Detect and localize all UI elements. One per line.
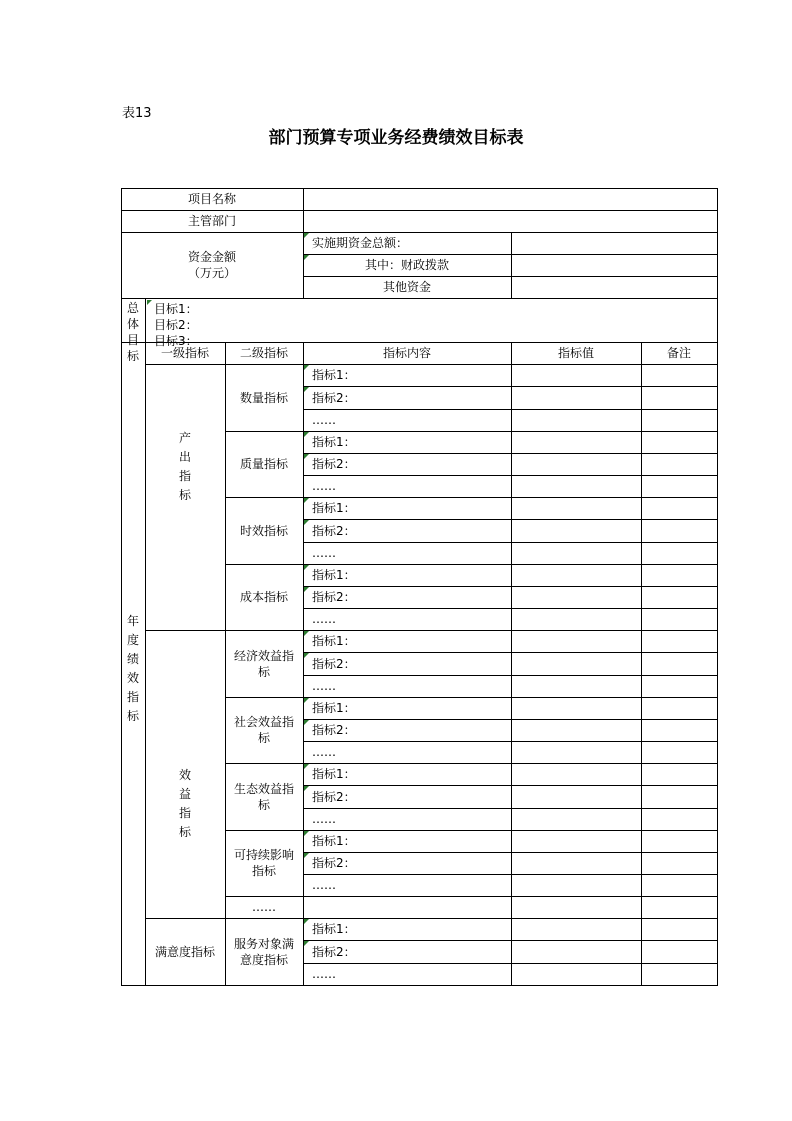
indicator-remark[interactable] <box>641 409 717 431</box>
indicator-content-text: …… <box>312 812 336 826</box>
indicator-content-text: 指标2： <box>312 789 356 804</box>
indicator-content[interactable] <box>303 763 511 785</box>
level2-service-satisfaction <box>225 918 303 985</box>
indicator-value[interactable] <box>511 364 641 386</box>
indicator-remark[interactable] <box>641 564 717 586</box>
indicator-value[interactable] <box>511 763 641 785</box>
indicator-content[interactable] <box>303 652 511 675</box>
indicator-content[interactable] <box>303 386 511 409</box>
department-label-text: 主管部门 <box>187 214 236 228</box>
indicator-content[interactable] <box>303 630 511 652</box>
goal-item: 目标2： <box>154 318 198 332</box>
indicator-content-text: 指标2： <box>312 457 356 471</box>
department-value[interactable] <box>303 210 717 232</box>
indicator-content-text: …… <box>312 612 336 626</box>
col-header-level1 <box>145 342 225 364</box>
indicator-value[interactable] <box>511 409 641 431</box>
indicator-value[interactable] <box>511 564 641 586</box>
level2-cost <box>225 564 303 630</box>
indicator-value[interactable] <box>511 940 641 963</box>
indicator-content-text: 指标1： <box>312 834 356 848</box>
level2-timeliness <box>225 497 303 564</box>
indicator-value[interactable] <box>511 652 641 675</box>
level2-label: 经济效益指标 <box>233 648 294 679</box>
v-rule <box>717 188 718 986</box>
indicator-content[interactable] <box>303 431 511 453</box>
indicator-remark[interactable] <box>641 364 717 386</box>
funds-label-text: 资金金额 <box>187 250 236 264</box>
indicator-value[interactable] <box>511 963 641 985</box>
indicator-remark[interactable] <box>641 475 717 497</box>
level2-quality <box>225 431 303 497</box>
table-number: 表13 <box>122 106 152 121</box>
indicator-content-text: 指标2： <box>312 523 356 538</box>
indicator-content[interactable] <box>303 608 511 630</box>
fiscal-funds-label-text: 其中：财政拨款 <box>364 258 449 272</box>
indicator-remark[interactable] <box>641 431 717 453</box>
indicator-remark[interactable] <box>641 940 717 963</box>
indicator-content[interactable] <box>303 475 511 497</box>
indicator-content-text: …… <box>312 679 336 693</box>
indicator-value[interactable] <box>511 741 641 763</box>
col-header-value <box>511 342 641 364</box>
level1-benefit-text: 效益指标 <box>178 768 191 839</box>
indicator-content-text: 指标2： <box>312 944 356 959</box>
indicator-content[interactable] <box>303 940 511 963</box>
indicator-content-text: …… <box>312 745 336 759</box>
indicator-value[interactable] <box>511 386 641 409</box>
indicator-content[interactable] <box>303 852 511 874</box>
level2-label: 质量指标 <box>239 457 288 471</box>
level2-economic <box>225 630 303 697</box>
indicator-value[interactable] <box>511 497 641 519</box>
level1-output-text: 产出指标 <box>178 431 191 502</box>
indicator-content-text: 指标1： <box>312 634 356 648</box>
indicator-value[interactable] <box>511 630 641 652</box>
indicator-remark[interactable] <box>641 453 717 475</box>
h-rule <box>121 985 718 986</box>
indicator-content-text: …… <box>312 967 336 981</box>
level2-label: …… <box>252 900 276 914</box>
level1-output <box>145 364 225 630</box>
indicator-value[interactable] <box>511 785 641 808</box>
indicator-content-text: 指标1： <box>312 767 356 781</box>
fiscal-funds-value[interactable] <box>511 254 717 276</box>
level2-label: 数量指标 <box>239 390 288 405</box>
indicator-content-text: 指标2： <box>312 723 356 737</box>
indicator-content-text: 指标2： <box>312 856 356 870</box>
indicator-content[interactable] <box>303 564 511 586</box>
indicator-content-text: 指标2： <box>312 656 356 671</box>
indicator-value[interactable] <box>511 608 641 630</box>
overall-goal-list[interactable] <box>146 299 717 348</box>
indicator-value[interactable] <box>511 542 641 564</box>
level2-label: 生态效益指标 <box>233 781 294 812</box>
indicator-value[interactable] <box>511 697 641 719</box>
indicator-remark[interactable] <box>641 497 717 519</box>
col-header-level2-text: 二级指标 <box>239 346 288 360</box>
indicator-value[interactable] <box>511 918 641 940</box>
level1-satisfaction-text: 满意度指标 <box>154 944 215 959</box>
indicator-remark[interactable] <box>641 808 717 830</box>
indicator-value[interactable] <box>511 519 641 542</box>
indicator-value[interactable] <box>511 808 641 830</box>
indicator-content-text: …… <box>312 413 336 427</box>
total-funds-label-text: 实施期资金总额： <box>312 236 409 250</box>
level2-label: 可持续影响指标 <box>233 848 294 878</box>
indicator-content[interactable] <box>303 586 511 608</box>
funds-unit-text: （万元） <box>187 266 236 280</box>
indicator-remark[interactable] <box>641 608 717 630</box>
indicator-remark[interactable] <box>641 852 717 874</box>
level2-label: 时效指标 <box>239 523 288 538</box>
level2-ecological <box>225 763 303 830</box>
page-title: 部门预算专项业务经费绩效目标表 <box>268 128 524 148</box>
col-header-value-text: 指标值 <box>557 346 594 360</box>
level2-label: 成本指标 <box>239 590 288 604</box>
indicator-content[interactable] <box>303 741 511 763</box>
funds-label <box>121 232 303 298</box>
project-name-label <box>121 188 303 210</box>
indicator-value[interactable] <box>511 874 641 896</box>
indicator-value[interactable] <box>511 830 641 852</box>
level2-benefit-more <box>225 896 303 918</box>
indicator-value[interactable] <box>511 586 641 608</box>
indicator-content[interactable] <box>303 519 511 542</box>
indicator-value[interactable] <box>511 475 641 497</box>
level1-benefit <box>145 630 225 918</box>
indicator-remark[interactable] <box>641 697 717 719</box>
indicator-remark[interactable] <box>641 918 717 940</box>
indicator-content[interactable] <box>303 364 511 386</box>
col-header-remark-text: 备注 <box>666 346 691 360</box>
indicator-content[interactable] <box>303 497 511 519</box>
indicator-remark[interactable] <box>641 785 717 808</box>
indicator-content[interactable] <box>303 409 511 431</box>
total-funds-value[interactable] <box>511 232 717 254</box>
indicator-content[interactable] <box>303 453 511 475</box>
indicator-remark[interactable] <box>641 741 717 763</box>
indicator-remark[interactable] <box>641 719 717 741</box>
indicator-content[interactable] <box>303 719 511 741</box>
goal-item: 目标1： <box>154 302 198 316</box>
indicator-content-text: …… <box>312 479 336 493</box>
other-funds-label-text: 其他资金 <box>382 280 431 294</box>
col-header-level2 <box>225 342 303 364</box>
indicator-remark[interactable] <box>641 874 717 896</box>
level2-social <box>225 697 303 763</box>
indicator-value[interactable] <box>511 453 641 475</box>
indicator-content-text: …… <box>312 878 336 892</box>
indicator-remark[interactable] <box>641 652 717 675</box>
indicator-content-text: 指标1： <box>312 368 356 382</box>
col-header-level1-text: 一级指标 <box>160 346 209 360</box>
indicator-content-text: 指标1： <box>312 701 356 715</box>
department-label <box>121 210 303 232</box>
indicator-remark[interactable] <box>641 675 717 697</box>
indicator-content[interactable] <box>303 785 511 808</box>
indicator-content[interactable] <box>303 542 511 564</box>
indicator-content[interactable] <box>303 963 511 985</box>
indicator-content-text: 指标1： <box>312 501 356 515</box>
indicator-content-text: 指标1： <box>312 922 356 936</box>
indicator-content[interactable] <box>303 697 511 719</box>
indicator-content-text: 指标1： <box>312 435 356 449</box>
level2-label: 社会效益指标 <box>233 715 294 745</box>
annual-performance-text: 年度绩效指标 <box>126 614 139 723</box>
goal-item: 目标3： <box>154 334 198 348</box>
other-funds-label <box>303 276 511 298</box>
col-header-content-text: 指标内容 <box>382 346 431 360</box>
col-header-content <box>303 342 511 364</box>
annual-performance-label <box>121 342 145 985</box>
overall-goal-label: 总体目标 <box>127 301 140 363</box>
indicator-remark[interactable] <box>641 963 717 985</box>
indicator-remark[interactable] <box>641 519 717 542</box>
indicator-value[interactable] <box>511 852 641 874</box>
fiscal-funds-label <box>303 254 511 276</box>
indicator-remark[interactable] <box>641 763 717 785</box>
indicator-remark[interactable] <box>641 542 717 564</box>
level2-quantity <box>225 364 303 431</box>
project-name-value[interactable] <box>303 188 717 210</box>
indicator-content-text: 指标2： <box>312 390 356 405</box>
level2-sustainable <box>225 830 303 896</box>
indicator-content-text: 指标1： <box>312 568 356 582</box>
other-funds-value[interactable] <box>511 276 717 298</box>
indicator-value[interactable] <box>511 675 641 697</box>
indicator-content[interactable] <box>303 830 511 852</box>
indicator-content-text: 指标2： <box>312 590 356 604</box>
indicator-remark[interactable] <box>641 586 717 608</box>
indicator-value[interactable] <box>511 431 641 453</box>
total-funds-label <box>303 232 511 254</box>
indicator-content[interactable] <box>303 918 511 940</box>
col-header-remark <box>641 342 717 364</box>
level2-label: 服务对象满意度指标 <box>233 936 294 967</box>
indicator-content[interactable] <box>303 808 511 830</box>
indicator-remark[interactable] <box>641 830 717 852</box>
indicator-remark[interactable] <box>641 630 717 652</box>
indicator-content[interactable] <box>303 874 511 896</box>
indicator-content-text: …… <box>312 546 336 560</box>
indicator-content[interactable] <box>303 675 511 697</box>
indicator-remark[interactable] <box>641 386 717 409</box>
project-name-label-text: 项目名称 <box>187 192 236 206</box>
level1-satisfaction <box>145 918 225 985</box>
indicator-value[interactable] <box>511 719 641 741</box>
